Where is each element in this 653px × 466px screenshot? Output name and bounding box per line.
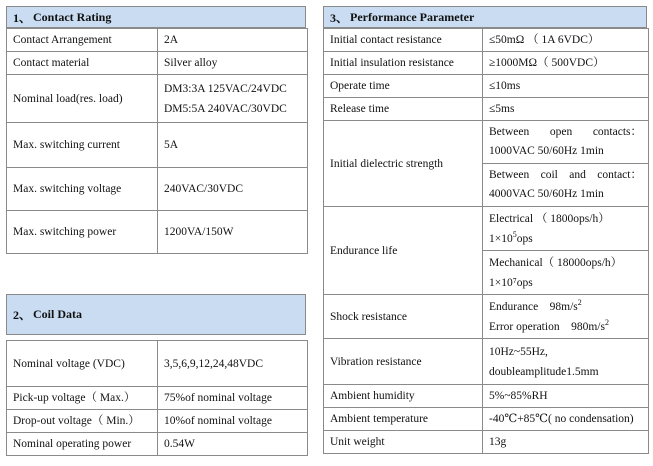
row-label: Max. switching current [7,123,158,168]
table-row [7,75,308,123]
word: Between [489,126,530,138]
value-line: Electrical （ 1800ops/h） [489,212,610,225]
word: Between [489,169,530,181]
row-value [483,121,649,164]
coil-data-header [6,294,306,335]
table-row [324,431,649,454]
row-label: Vibration resistance [324,339,483,385]
row-value: ≤5ms [483,98,649,121]
table-row [7,387,308,410]
row-label: Max. switching voltage [7,168,158,211]
row-label: Contact material [7,52,158,75]
table-row [324,121,649,164]
value-line [489,297,648,317]
contact-rating-table [6,28,308,254]
row-label: Nominal operating power [7,433,158,456]
value-exponent: 5 [512,229,517,239]
section-title: Coil Data [33,307,83,321]
table-row [7,52,308,75]
table-row [7,29,308,52]
word: contact： [597,169,642,181]
row-label: Contact Arrangement [7,29,158,52]
row-value: ≤50mΩ （ 1A 6VDC） [483,29,649,52]
value-line: 4000VAC 50/60Hz 1min [489,188,604,200]
word: coil [540,169,558,181]
row-label: Operate time [324,75,483,98]
value-exponent: 2 [604,317,609,327]
value-line: DM5:5A 240VAC/30VDC [164,102,287,115]
value-line: DM3:3A 125VAC/24VDC [164,82,287,95]
row-value [483,339,649,385]
table-row [7,211,308,254]
table-row [7,123,308,168]
contact-rating-header [6,6,306,28]
section-number: 3、 [330,10,349,25]
row-label: Unit weight [324,431,483,454]
table-row [324,75,649,98]
performance-table [323,28,649,454]
section-title: Performance Parameter [350,9,475,24]
row-value [483,207,649,251]
row-label: Endurance life [324,207,483,295]
row-value: 1200VA/150W [158,211,308,254]
row-label: Ambient humidity [324,385,483,408]
row-value: 2A [158,29,308,52]
value-base: 1×10 [489,232,513,245]
value-unit: ops [516,232,533,245]
value-line [489,123,648,142]
table-row [7,341,308,387]
value-line: Mechanical（ 18000ops/h） [489,256,623,269]
row-value [158,75,308,123]
word: contacts： [592,126,642,138]
word: open [549,126,573,138]
value-text: Error operation 980m/s [489,320,605,333]
row-label: Shock resistance [324,295,483,339]
row-label: Ambient temperature [324,408,483,431]
table-row [324,295,649,339]
row-value: ≤10ms [483,75,649,98]
row-label: Pick-up voltage（ Max.） [7,387,158,410]
row-label: Nominal load(res. load) [7,75,158,123]
row-value: 13g [483,431,649,454]
row-value: 10%of nominal voltage [158,410,308,433]
row-value [483,295,649,339]
table-row [324,408,649,431]
row-label: Initial dielectric strength [324,121,483,207]
value-line: 10Hz~55Hz, [489,345,548,358]
row-label: Nominal voltage (VDC) [7,341,158,387]
table-row [324,385,649,408]
row-label: Initial contact resistance [324,29,483,52]
row-value: 240VAC/30VDC [158,168,308,211]
table-row [324,98,649,121]
row-value [483,251,649,295]
table-row [324,29,649,52]
table-row [324,207,649,251]
row-value [483,164,649,207]
table-row [324,339,649,385]
row-value: Silver alloy [158,52,308,75]
coil-data-table [6,340,308,456]
value-line: 1000VAC 50/60Hz 1min [489,145,604,157]
row-label: Drop-out voltage（ Min.） [7,410,158,433]
table-row [7,433,308,456]
value-text: Endurance 98m/s [489,300,578,313]
row-label: Max. switching power [7,211,158,254]
row-value: 5%~85%RH [483,385,649,408]
performance-header [323,6,647,28]
table-row [7,410,308,433]
table-row [324,52,649,75]
value-line [489,229,648,249]
row-value: -40℃+85℃( no condensation) [483,408,649,431]
section-number: 2、 [13,308,32,322]
row-label: Initial insulation resistance [324,52,483,75]
value-line [489,317,648,337]
row-value: ≥1000MΩ（ 500VDC） [483,52,649,75]
row-value: 75%of nominal voltage [158,387,308,410]
value-line: doubleamplitude1.5mm [489,365,599,378]
row-value: 5A [158,123,308,168]
value-line [489,166,648,185]
section-title: Contact Rating [33,9,112,24]
table-row [7,168,308,211]
value-line: 1×10⁷ops [489,276,533,289]
row-value: 3,5,6,9,12,24,48VDC [158,341,308,387]
row-value: 0.54W [158,433,308,456]
word: and [569,169,586,181]
row-label: Release time [324,98,483,121]
section-number: 1、 [13,10,32,25]
value-exponent: 2 [577,297,582,307]
